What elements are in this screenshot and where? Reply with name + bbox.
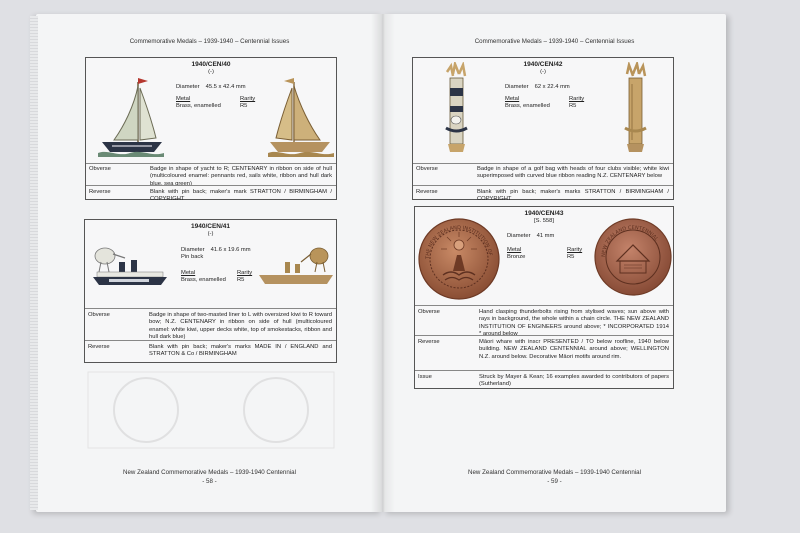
reverse-text: Blank with pin back; maker's mark STRATTON / BIRMINGHAM / COPYRIGHT [150,189,332,203]
metal-value: Brass, enamelled [505,103,550,109]
obverse-row [415,309,673,338]
divider [86,185,336,186]
footer-title: New Zealand Commemorative Medals – 1939-1940 Centennial [123,469,296,476]
medal-reverse-lettering: NEW ZEALAND CENTENNIAL [600,224,660,258]
left-page [36,14,383,512]
issue-text: Struck by Mayer & Kean; 16 examples awarded to contributors of papers (Sutherland) [479,374,669,388]
medal-ref: [S. 558] [534,218,554,224]
medal-id: 1940/CEN/42 [523,61,563,68]
medal-card-cen42 [412,57,674,203]
diameter-label: Diameter [176,84,200,90]
medal-ref: (-) [207,231,214,237]
engineers-medal-obverse-image [417,217,501,301]
obverse-label: Obverse [89,166,111,172]
reverse-row [415,339,673,363]
yacht-badge-reverse-image [264,76,336,158]
obverse-label: Obverse [416,166,438,172]
diameter-value: 41.6 x 19.6 mm [210,247,251,253]
right-page [383,14,726,512]
reverse-label: Reverse [418,339,440,345]
metal-label: Metal [181,270,196,276]
medal-card-cen41 [84,219,337,363]
medal-card-cen40 [85,57,337,203]
obverse-label: Obverse [88,312,110,318]
diameter-label: Diameter [181,247,205,253]
reverse-label: Reverse [89,189,111,195]
running-head: Commemorative Medals – 1939-1940 – Centennial Issues [129,38,290,45]
diameter-label: Diameter [505,84,529,90]
divider [85,308,336,309]
medal-card-cen43 [414,206,674,389]
rarity-label: Rarity [237,270,253,276]
liner-kiwi-badge-obverse-image [89,242,171,290]
divider [413,185,673,186]
rarity-value: R5 [240,103,248,109]
rarity-label: Rarity [569,96,585,102]
reverse-label: Reverse [88,344,110,350]
obverse-text: Badge in shape of a golf bag with heads of four clubs visible; white kiwi superimposed with curved blue ribbon reading N.Z. CENTENARY below [477,166,669,180]
medal-id: 1940/CEN/40 [191,61,231,68]
reverse-text: Blank with pin back; maker's marks MADE IN / ENGLAND and STRATTON & Co / BIRMINGHAM [149,344,332,358]
metal-value: Brass, enamelled [181,277,226,283]
diameter-value: 41 mm [536,233,555,239]
rarity-value: R5 [237,277,245,283]
liner-kiwi-badge-reverse-image [257,242,337,290]
rarity-value: R5 [569,103,577,109]
diameter-value: 45.5 x 42.4 mm [205,84,246,90]
divider [415,370,673,371]
rarity-value: R5 [567,254,575,260]
obverse-label: Obverse [418,309,440,315]
metal-label: Metal [176,96,191,102]
medal-ref: (-) [208,69,214,75]
metal-value: Brass, enamelled [176,103,221,109]
yacht-badge-obverse-image [94,76,166,158]
page-number: - 58 - [202,478,217,485]
book-gutter [371,14,395,512]
reverse-text: Māori whare with inscr PRESENTED / TO below roofline, 1940 below building. NEW ZEALAND CENTENNIAL around above; WELLINGTON N.Z. around below. Decorative Māori motifs around rim. [479,339,669,360]
reverse-label: Reverse [416,189,438,195]
medal-id: 1940/CEN/43 [524,210,564,217]
divider [415,335,673,336]
rarity-label: Rarity [567,247,583,253]
footer-title: New Zealand Commemorative Medals – 1939-1940 Centennial [468,469,641,476]
page-number: - 59 - [547,478,562,485]
running-head: Commemorative Medals – 1939-1940 – Centennial Issues [474,38,635,45]
metal-label: Metal [505,96,520,102]
obverse-row [85,312,336,341]
golf-bag-badge-obverse-image [441,62,473,154]
obverse-text: Hand clasping thunderbolts rising from stylised waves; sun above with rays in background, the whole within a chain circle. THE NEW ZEALAND INSTITUTION OF ENGINEERS around above; * INCORPORATED 1914 * around below [479,309,669,338]
golf-bag-badge-reverse-image [619,62,651,154]
reverse-text: Blank with pin back; maker's marks STRATTON / BIRMINGHAM / COPYRIGHT [477,189,669,203]
obverse-text: Badge in shape of yacht to R; CENTENARY in ribbon on side of hull (multicoloured enamel: pennants red, sails white, ribbon and hull dark blue, sea green) [150,166,332,187]
metal-value: Bronze [507,254,526,260]
show-through-shadow [86,370,336,450]
medal-ref: (-) [540,69,546,75]
diameter-label: Diameter [507,233,531,239]
page-edge [30,16,38,510]
divider [85,340,336,341]
metal-label: Metal [507,247,522,253]
medal-id: 1940/CEN/41 [190,223,231,230]
open-book [36,14,726,512]
obverse-text: Badge in shape of two-masted liner to L with oversized kiwi to R toward bow; N.Z. CENTENARY in ribbon on side of hull (multicoloured enamel: white kiwi, upper decks white, top of smokestacks, ribbon and hull dark blue) [149,312,332,341]
divider [415,305,673,306]
diameter-value: 62 x 22.4 mm [534,84,570,90]
medal-obverse-lettering: THE NEW ZEALAND INSTITUTION OF [424,224,493,260]
divider [86,163,336,164]
divider [413,163,673,164]
rarity-label: Rarity [240,96,256,102]
engineers-medal-reverse-image [593,217,673,297]
attachment-type: Pin back [181,254,204,260]
issue-label: Issue [418,374,432,380]
